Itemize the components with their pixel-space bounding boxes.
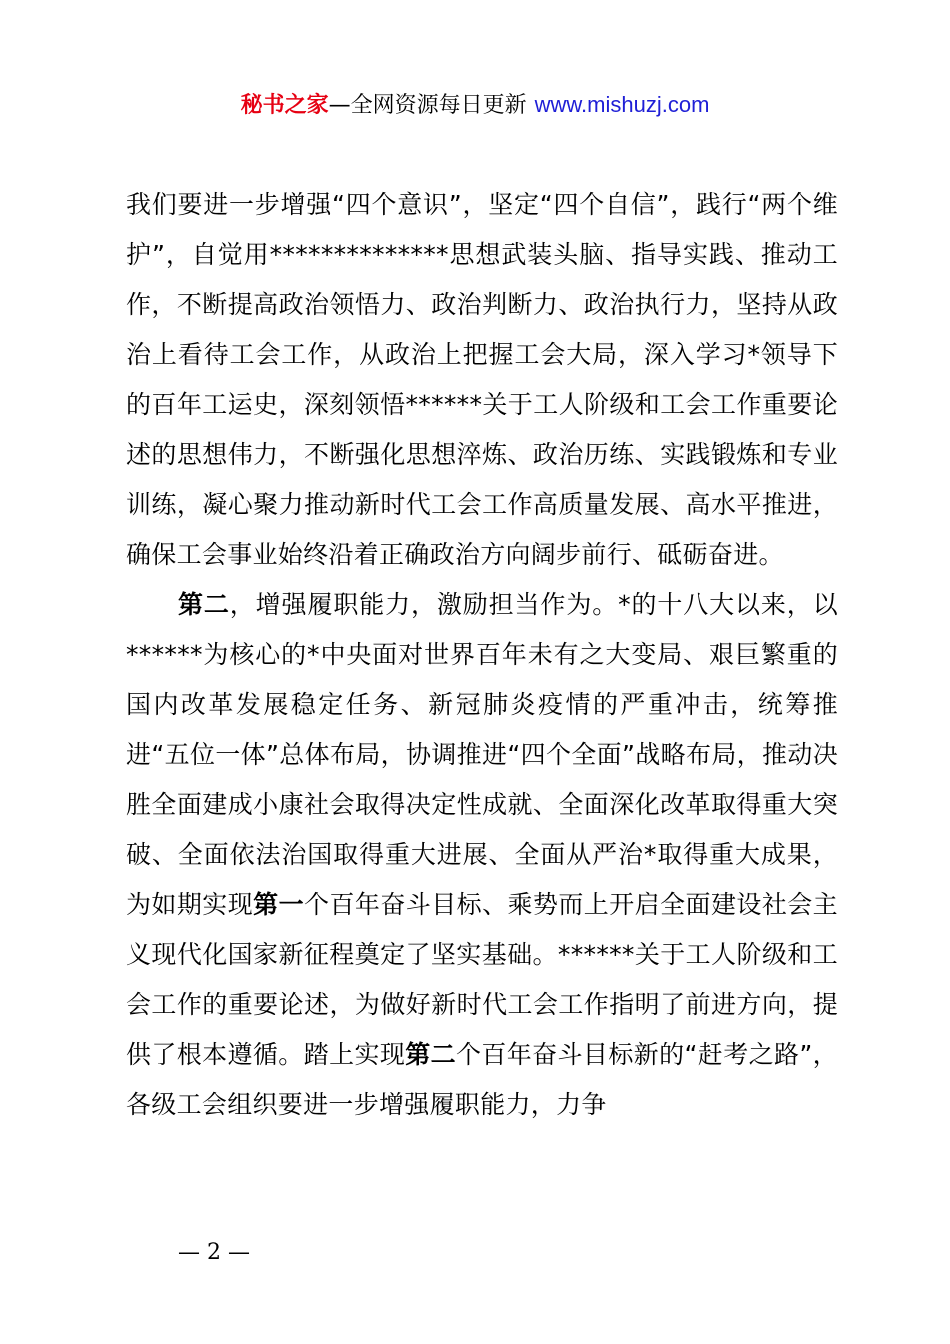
paragraph-2-lead: 第二 — [178, 590, 230, 619]
paragraph-1: 我们要进一步增强“四个意识”，坚定“四个自信”，践行“两个维护”，自觉用**************思想武装头脑、指导实践、推动工作，不断提高政治领悟力、政治判断力、政治执行力，坚持从政治上看待工会工作，从政治上把握工会大局，深入学习*领导下的百年工运史，深刻领悟******关于工人阶级和工会工作重要论述的思想伟力，不断强化思想淬炼、政治历练、实践锻炼和专业训练，凝心聚力推动新时代工会工作高质量发展、高水平推进，确保工会事业始终沿着正确政治方向阔步前行、砥砺奋进。 — [126, 190, 838, 569]
page-number: — 2 — — [178, 1240, 250, 1265]
header-url-link[interactable]: www.mishuzj.com — [534, 92, 710, 117]
document-body — [126, 180, 838, 1130]
paragraph-2-text-1: ，增强履职能力，激励担当作为。*的十八大以来，以******为核心的*中央面对世界百年未有之大变局、艰巨繁重的国内改革发展稳定任务、新冠肺炎疫情的严重冲击，统筹推进“五位一体”总体布局，协调推进“四个全面”战略布局，推动决胜全面建成小康社会取得决定性成就、全面深化改革取得重大突破、全面依法治国取得重大进展、全面从严治*取得重大成果，为如期实现 — [126, 590, 838, 919]
page-header — [0, 88, 950, 123]
paragraph-2-text-3: 个百年奋斗目标新的“赶考之路”，各级工会组织要进一步增强履职能力，力争 — [126, 1040, 838, 1119]
paragraph-2 — [126, 580, 838, 1130]
paragraph-2-text-2: 个百年奋斗目标、乘势而上开启全面建设社会主义现代化国家新征程奠定了坚实基础。******关于工人阶级和工会工作的重要论述，为做好新时代工会工作指明了前进方向，提供了根本遵循。踏上实现 — [126, 890, 838, 1069]
paragraph-2-bold-2: 第二 — [405, 1040, 457, 1069]
header-dash: — — [328, 93, 351, 118]
paragraph-2-bold-1: 第一 — [253, 890, 305, 919]
header-brand: 秘书之家 — [240, 93, 329, 118]
header-tagline: 全网资源每日更新 — [350, 93, 527, 118]
